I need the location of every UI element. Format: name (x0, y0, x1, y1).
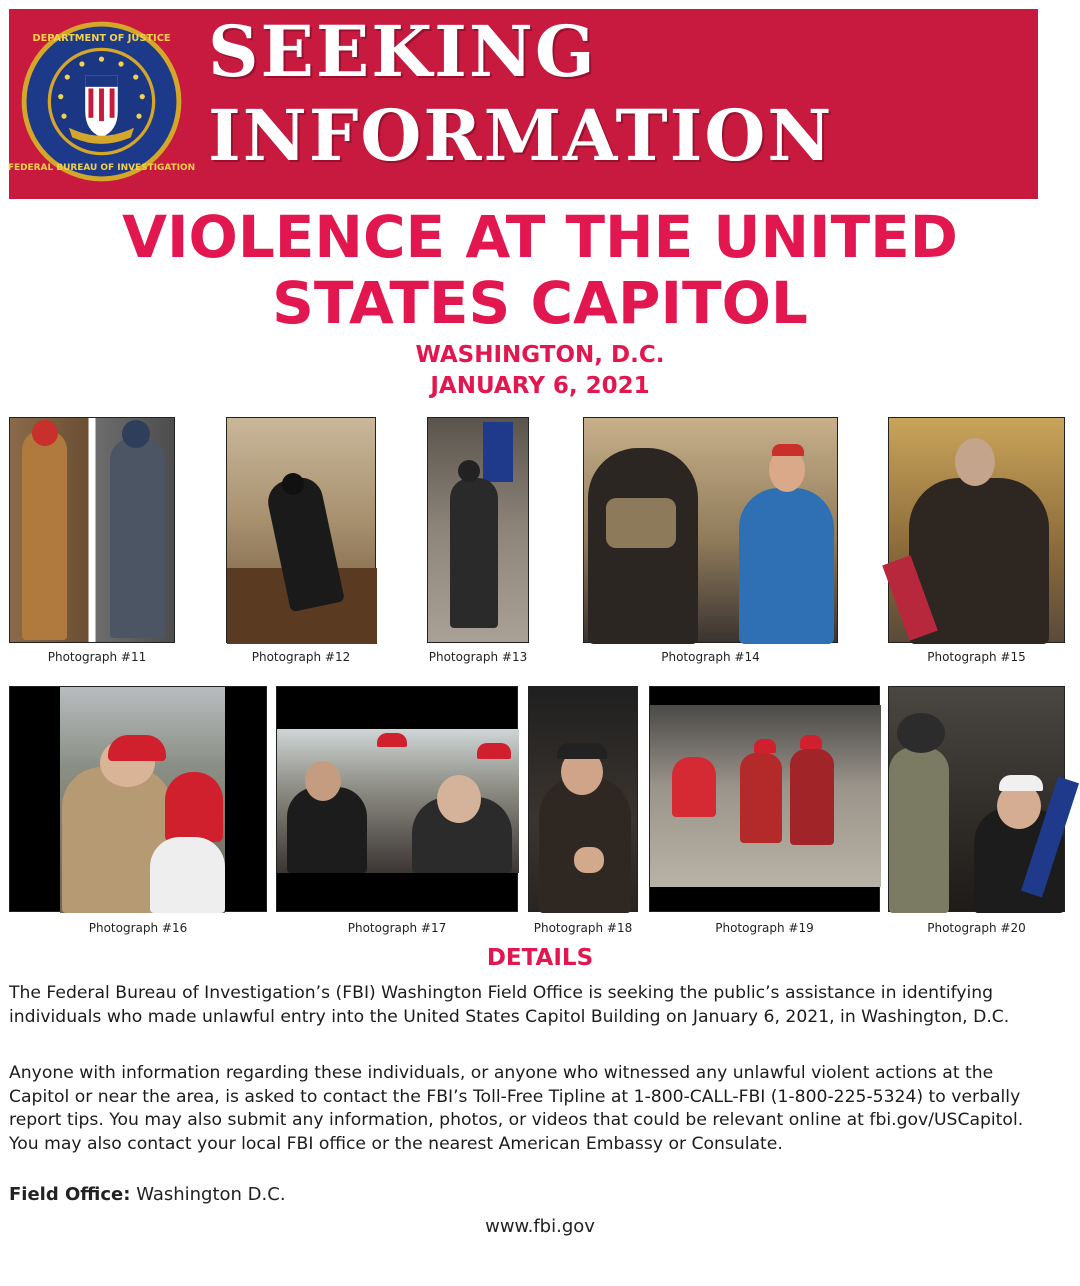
photograph-18 (528, 686, 638, 912)
svg-text:DEPARTMENT OF JUSTICE: DEPARTMENT OF JUSTICE (32, 33, 171, 45)
banner-title-line1: SEEKING (208, 10, 597, 93)
photograph-20 (888, 686, 1065, 912)
photo-caption: Photograph #20 (927, 921, 1026, 935)
photo-caption: Photograph #16 (88, 921, 188, 935)
field-office-value: Washington D.C. (136, 1184, 286, 1205)
headline-line2: STATES CAPITOL (272, 269, 808, 337)
photo-caption: Photograph #18 (533, 921, 633, 935)
photograph-11 (9, 417, 175, 643)
location-text: WASHINGTON, D.C. (415, 342, 665, 368)
details-heading: DETAILS (486, 945, 594, 971)
photo-caption: Photograph #13 (428, 650, 528, 664)
photograph-13 (427, 417, 529, 643)
field-office-label: Field Office: (9, 1184, 131, 1205)
headline-line1: VIOLENCE AT THE UNITED (122, 203, 958, 271)
photo-caption: Photograph #17 (347, 921, 447, 935)
svg-text:FEDERAL BUREAU OF INVESTIGATIO: FEDERAL BUREAU OF INVESTIGATION (7, 162, 196, 173)
photograph-17 (276, 686, 518, 912)
photo-caption: Photograph #15 (927, 650, 1026, 664)
headline (0, 204, 1080, 336)
photo-caption: Photograph #12 (251, 650, 351, 664)
date-text: JANUARY 6, 2021 (430, 373, 650, 399)
photo-caption: Photograph #11 (47, 650, 147, 664)
photograph-15 (888, 417, 1065, 643)
photograph-12 (226, 417, 376, 643)
field-office (9, 1184, 286, 1205)
photo-caption: Photograph #14 (661, 650, 760, 664)
banner-title-line2: INFORMATION (208, 94, 834, 177)
photograph-16 (9, 686, 267, 912)
banner-title (208, 10, 833, 178)
photograph-19 (649, 686, 880, 912)
details-paragraph-2: Anyone with information regarding these individuals, or anyone who witnessed any unlawful violent actions at the Capitol or near the area, is asked to contact the FBI’s Toll-Free Tipline at 1-800-CALL-FBI (1-800-225-5324) to verbally report tips. You may also submit any information, photos, or videos that could be relevant online at fbi.gov/USCapitol. You may also contact your local FBI office or the nearest American Embassy or Consulate. (9, 1063, 1024, 1154)
details-paragraph-1: The Federal Bureau of Investigation’s (FBI) Washington Field Office is seeking the public’s assistance in identifying individuals who made unlawful entry into the United States Capitol Building on January 6, 2021, in Washington, D.C. (9, 983, 1010, 1027)
website-link[interactable]: www.fbi.gov (485, 1216, 595, 1237)
photograph-14 (583, 417, 838, 643)
subheadline (0, 340, 1080, 402)
photo-caption: Photograph #19 (715, 921, 814, 935)
fbi-seal-icon (7, 20, 196, 183)
